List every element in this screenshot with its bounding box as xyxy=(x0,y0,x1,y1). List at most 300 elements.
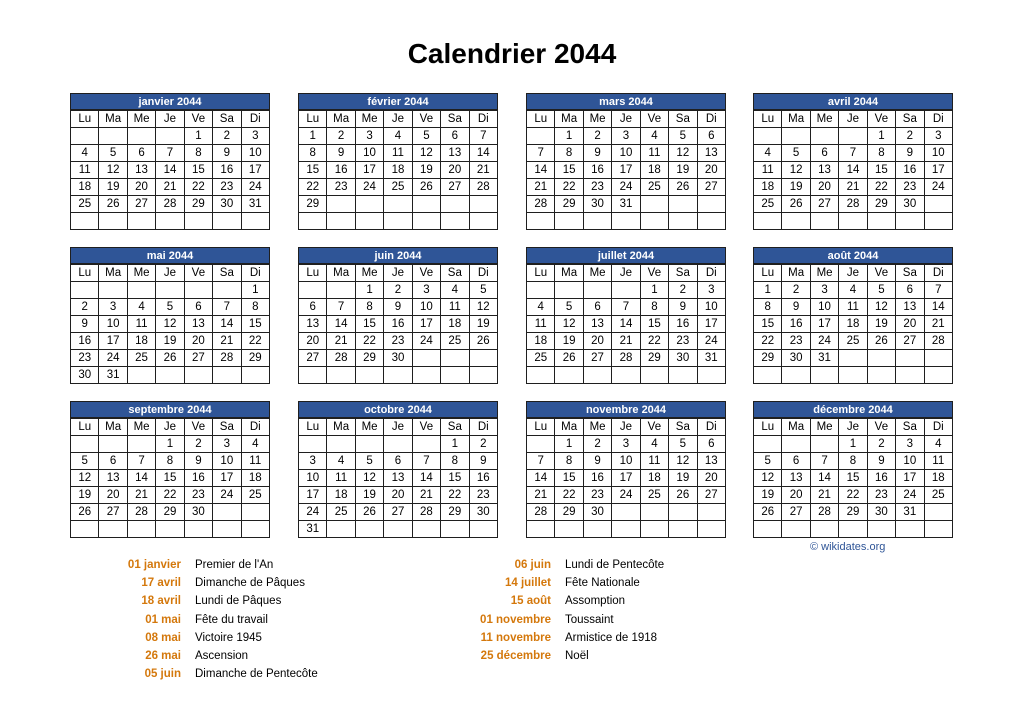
day-cell xyxy=(412,436,440,453)
day-cell: 27 xyxy=(127,196,155,213)
day-cell: 12 xyxy=(99,162,127,179)
day-cell: 23 xyxy=(384,333,412,350)
day-cell: 9 xyxy=(782,299,810,316)
day-cell: 11 xyxy=(327,470,355,487)
week-row xyxy=(299,333,498,350)
day-cell: 11 xyxy=(924,453,952,470)
day-cell: 19 xyxy=(867,316,895,333)
week-row xyxy=(71,316,270,333)
day-cell: 27 xyxy=(697,487,725,504)
weekday-cell: Sa xyxy=(441,265,469,282)
holiday-date: 11 novembre xyxy=(480,631,551,644)
day-cell xyxy=(810,436,838,453)
day-cell xyxy=(782,367,810,384)
week-row xyxy=(527,316,726,333)
day-cell: 19 xyxy=(669,162,697,179)
day-cell xyxy=(640,504,668,521)
day-cell: 11 xyxy=(384,145,412,162)
day-cell xyxy=(612,521,640,538)
day-cell xyxy=(299,436,327,453)
weekday-cell: Je xyxy=(156,111,184,128)
week-row xyxy=(527,470,726,487)
month-table xyxy=(753,110,953,230)
day-cell: 16 xyxy=(583,470,611,487)
holiday-date: 06 juin xyxy=(514,559,551,571)
week-row xyxy=(71,145,270,162)
day-cell xyxy=(184,213,212,230)
day-cell: 17 xyxy=(99,333,127,350)
day-cell: 11 xyxy=(71,162,99,179)
day-cell: 20 xyxy=(441,162,469,179)
week-row xyxy=(754,299,953,316)
weekday-cell: Sa xyxy=(669,419,697,436)
day-cell xyxy=(896,350,924,367)
day-cell xyxy=(839,350,867,367)
day-cell: 29 xyxy=(441,504,469,521)
day-cell xyxy=(669,367,697,384)
day-cell: 24 xyxy=(896,487,924,504)
weekday-cell: Sa xyxy=(213,111,241,128)
day-cell: 22 xyxy=(867,179,895,196)
holiday-row xyxy=(440,574,664,592)
day-cell: 29 xyxy=(241,350,269,367)
day-cell: 8 xyxy=(441,453,469,470)
weekday-cell: Ve xyxy=(867,419,895,436)
day-cell xyxy=(241,504,269,521)
weekday-cell: Sa xyxy=(896,419,924,436)
day-cell xyxy=(156,282,184,299)
day-cell: 7 xyxy=(412,453,440,470)
day-cell: 20 xyxy=(299,333,327,350)
day-cell: 6 xyxy=(127,145,155,162)
day-cell: 29 xyxy=(754,350,782,367)
week-row xyxy=(754,162,953,179)
day-cell: 22 xyxy=(555,487,583,504)
day-cell: 23 xyxy=(782,333,810,350)
day-cell: 26 xyxy=(555,350,583,367)
weekday-row xyxy=(754,419,953,436)
day-cell: 17 xyxy=(213,470,241,487)
week-row xyxy=(754,350,953,367)
day-cell: 28 xyxy=(612,350,640,367)
weekday-cell: Lu xyxy=(71,419,99,436)
day-cell: 14 xyxy=(839,162,867,179)
weekday-row xyxy=(71,419,270,436)
day-cell: 27 xyxy=(810,196,838,213)
day-cell: 31 xyxy=(99,367,127,384)
day-cell: 29 xyxy=(156,504,184,521)
day-cell: 17 xyxy=(612,162,640,179)
day-cell: 9 xyxy=(583,145,611,162)
day-cell: 21 xyxy=(527,179,555,196)
day-cell: 30 xyxy=(71,367,99,384)
day-cell: 3 xyxy=(697,282,725,299)
weekday-cell: Ve xyxy=(867,265,895,282)
week-row xyxy=(754,487,953,504)
day-cell xyxy=(127,128,155,145)
day-cell: 3 xyxy=(810,282,838,299)
day-cell: 14 xyxy=(127,470,155,487)
weekday-cell: Ma xyxy=(782,265,810,282)
weekday-row xyxy=(527,111,726,128)
day-cell: 13 xyxy=(299,316,327,333)
day-cell xyxy=(441,196,469,213)
day-cell: 8 xyxy=(640,299,668,316)
day-cell: 21 xyxy=(527,487,555,504)
weekday-cell: Di xyxy=(924,419,952,436)
day-cell xyxy=(469,196,497,213)
week-row xyxy=(527,213,726,230)
day-cell: 16 xyxy=(896,162,924,179)
day-cell xyxy=(156,521,184,538)
day-cell: 24 xyxy=(412,333,440,350)
day-cell: 18 xyxy=(754,179,782,196)
day-cell: 16 xyxy=(71,333,99,350)
day-cell: 30 xyxy=(867,504,895,521)
day-cell: 17 xyxy=(412,316,440,333)
day-cell xyxy=(327,213,355,230)
weekday-cell: Me xyxy=(127,265,155,282)
day-cell: 7 xyxy=(469,128,497,145)
day-cell: 1 xyxy=(555,436,583,453)
day-cell: 15 xyxy=(355,316,383,333)
week-row xyxy=(299,521,498,538)
day-cell: 14 xyxy=(810,470,838,487)
holiday-date: 01 novembre xyxy=(480,613,551,626)
weekday-cell: Sa xyxy=(441,419,469,436)
day-cell: 25 xyxy=(441,333,469,350)
weekday-cell: Di xyxy=(241,265,269,282)
week-row xyxy=(527,196,726,213)
month-block xyxy=(70,93,270,230)
day-cell xyxy=(299,367,327,384)
day-cell: 8 xyxy=(156,453,184,470)
day-cell xyxy=(839,367,867,384)
month-header: juin 2044 xyxy=(298,247,498,264)
day-cell xyxy=(355,196,383,213)
day-cell xyxy=(184,521,212,538)
day-cell: 8 xyxy=(839,453,867,470)
day-cell xyxy=(867,350,895,367)
holidays-left xyxy=(70,556,318,683)
day-cell xyxy=(583,521,611,538)
day-cell: 24 xyxy=(355,179,383,196)
day-cell: 2 xyxy=(384,282,412,299)
holiday-date: 05 juin xyxy=(144,668,181,681)
day-cell xyxy=(867,213,895,230)
weekday-cell: Me xyxy=(355,419,383,436)
week-row xyxy=(71,213,270,230)
holiday-date: 18 avril xyxy=(141,595,181,608)
weekday-row xyxy=(299,419,498,436)
day-cell: 13 xyxy=(127,162,155,179)
day-cell xyxy=(127,213,155,230)
month-block xyxy=(753,247,953,384)
day-cell: 7 xyxy=(810,453,838,470)
day-cell: 20 xyxy=(782,487,810,504)
day-cell xyxy=(355,367,383,384)
day-cell: 28 xyxy=(527,504,555,521)
day-cell xyxy=(299,213,327,230)
weekday-cell: Lu xyxy=(299,265,327,282)
day-cell: 1 xyxy=(839,436,867,453)
day-cell xyxy=(640,213,668,230)
week-row xyxy=(299,282,498,299)
day-cell xyxy=(213,504,241,521)
day-cell: 17 xyxy=(924,162,952,179)
day-cell xyxy=(612,213,640,230)
day-cell: 25 xyxy=(71,196,99,213)
month-header: octobre 2044 xyxy=(298,401,498,418)
day-cell xyxy=(839,521,867,538)
day-cell xyxy=(441,213,469,230)
day-cell: 5 xyxy=(412,128,440,145)
week-row xyxy=(71,521,270,538)
day-cell: 16 xyxy=(213,162,241,179)
day-cell: 10 xyxy=(924,145,952,162)
day-cell: 2 xyxy=(71,299,99,316)
weekday-cell: Di xyxy=(469,111,497,128)
day-cell: 15 xyxy=(867,162,895,179)
day-cell xyxy=(583,367,611,384)
day-cell: 19 xyxy=(469,316,497,333)
holiday-date: 01 mai xyxy=(145,613,181,626)
week-row xyxy=(299,453,498,470)
day-cell xyxy=(441,350,469,367)
weekday-cell: Di xyxy=(469,419,497,436)
weekday-cell: Je xyxy=(612,265,640,282)
day-cell xyxy=(241,367,269,384)
day-cell xyxy=(469,350,497,367)
day-cell xyxy=(184,367,212,384)
day-cell: 16 xyxy=(469,470,497,487)
day-cell: 21 xyxy=(127,487,155,504)
day-cell: 20 xyxy=(384,487,412,504)
day-cell: 19 xyxy=(71,487,99,504)
day-cell: 2 xyxy=(867,436,895,453)
day-cell: 24 xyxy=(924,179,952,196)
day-cell xyxy=(71,521,99,538)
month-table xyxy=(526,264,726,384)
weekday-cell: Ma xyxy=(327,419,355,436)
weekday-cell: Ve xyxy=(412,265,440,282)
day-cell xyxy=(527,213,555,230)
week-row xyxy=(71,196,270,213)
day-cell xyxy=(127,521,155,538)
day-cell xyxy=(355,436,383,453)
day-cell xyxy=(754,213,782,230)
day-cell: 30 xyxy=(583,196,611,213)
weekday-cell: Ve xyxy=(640,265,668,282)
day-cell: 26 xyxy=(867,333,895,350)
weekday-cell: Je xyxy=(839,111,867,128)
day-cell xyxy=(469,213,497,230)
day-cell xyxy=(924,504,952,521)
day-cell: 15 xyxy=(241,316,269,333)
weekday-cell: Ve xyxy=(640,111,668,128)
day-cell: 5 xyxy=(669,436,697,453)
day-cell xyxy=(327,436,355,453)
holiday-row xyxy=(70,574,318,592)
month-header: septembre 2044 xyxy=(70,401,270,418)
day-cell xyxy=(127,436,155,453)
day-cell xyxy=(527,521,555,538)
holiday-row xyxy=(440,592,664,610)
day-cell: 18 xyxy=(241,470,269,487)
day-cell: 10 xyxy=(99,316,127,333)
holiday-row xyxy=(70,556,318,574)
month-table xyxy=(298,110,498,230)
holiday-name: Lundi de Pâques xyxy=(195,595,282,608)
week-row xyxy=(754,521,953,538)
month-header: avril 2044 xyxy=(753,93,953,110)
day-cell xyxy=(867,521,895,538)
week-row xyxy=(71,367,270,384)
day-cell xyxy=(810,521,838,538)
day-cell xyxy=(697,504,725,521)
holiday-date: 08 mai xyxy=(145,631,181,644)
day-cell: 14 xyxy=(156,162,184,179)
day-cell xyxy=(441,367,469,384)
day-cell xyxy=(754,436,782,453)
day-cell: 10 xyxy=(697,299,725,316)
day-cell: 12 xyxy=(355,470,383,487)
day-cell: 24 xyxy=(697,333,725,350)
day-cell: 6 xyxy=(810,145,838,162)
day-cell: 3 xyxy=(299,453,327,470)
day-cell: 17 xyxy=(896,470,924,487)
day-cell: 11 xyxy=(839,299,867,316)
weekday-row xyxy=(299,111,498,128)
day-cell: 12 xyxy=(669,145,697,162)
day-cell xyxy=(327,196,355,213)
week-row xyxy=(754,436,953,453)
day-cell: 5 xyxy=(867,282,895,299)
day-cell: 4 xyxy=(127,299,155,316)
day-cell: 27 xyxy=(384,504,412,521)
day-cell: 20 xyxy=(583,333,611,350)
day-cell: 28 xyxy=(327,350,355,367)
holiday-date: 17 avril xyxy=(141,577,181,590)
day-cell: 20 xyxy=(99,487,127,504)
week-row xyxy=(527,299,726,316)
day-cell: 23 xyxy=(327,179,355,196)
week-row xyxy=(527,333,726,350)
day-cell: 27 xyxy=(697,179,725,196)
week-row xyxy=(299,487,498,504)
day-cell xyxy=(924,367,952,384)
day-cell: 17 xyxy=(241,162,269,179)
month-table xyxy=(753,418,953,538)
day-cell: 13 xyxy=(184,316,212,333)
day-cell: 25 xyxy=(924,487,952,504)
day-cell xyxy=(896,367,924,384)
day-cell: 14 xyxy=(213,316,241,333)
holiday-name: Victoire 1945 xyxy=(195,631,262,644)
day-cell xyxy=(441,521,469,538)
day-cell xyxy=(669,196,697,213)
day-cell: 19 xyxy=(669,470,697,487)
month-block xyxy=(70,247,270,384)
weekday-cell: Sa xyxy=(669,265,697,282)
day-cell: 23 xyxy=(583,487,611,504)
week-row xyxy=(71,179,270,196)
day-cell: 31 xyxy=(612,196,640,213)
day-cell: 18 xyxy=(327,487,355,504)
day-cell: 23 xyxy=(896,179,924,196)
day-cell xyxy=(327,521,355,538)
day-cell: 8 xyxy=(184,145,212,162)
day-cell: 17 xyxy=(299,487,327,504)
day-cell xyxy=(384,213,412,230)
day-cell xyxy=(839,128,867,145)
day-cell: 19 xyxy=(412,162,440,179)
holidays-right xyxy=(440,556,664,665)
day-cell: 25 xyxy=(640,179,668,196)
day-cell: 18 xyxy=(640,162,668,179)
holiday-name: Toussaint xyxy=(565,613,614,626)
day-cell xyxy=(327,367,355,384)
week-row xyxy=(754,453,953,470)
day-cell: 9 xyxy=(669,299,697,316)
day-cell xyxy=(839,213,867,230)
day-cell: 2 xyxy=(583,436,611,453)
credit-link[interactable]: © wikidates.org xyxy=(810,541,886,553)
day-cell: 26 xyxy=(469,333,497,350)
day-cell: 2 xyxy=(669,282,697,299)
weekday-cell: Ma xyxy=(327,265,355,282)
day-cell xyxy=(127,282,155,299)
day-cell xyxy=(924,521,952,538)
day-cell: 13 xyxy=(896,299,924,316)
day-cell: 29 xyxy=(355,350,383,367)
week-row xyxy=(299,436,498,453)
day-cell: 2 xyxy=(583,128,611,145)
week-row xyxy=(527,487,726,504)
day-cell: 14 xyxy=(327,316,355,333)
day-cell: 30 xyxy=(782,350,810,367)
day-cell: 21 xyxy=(156,179,184,196)
day-cell: 20 xyxy=(896,316,924,333)
page-title: Calendrier 2044 xyxy=(407,38,617,69)
week-row xyxy=(754,316,953,333)
weekday-cell: Ve xyxy=(184,265,212,282)
week-row xyxy=(754,128,953,145)
day-cell: 31 xyxy=(810,350,838,367)
day-cell: 12 xyxy=(469,299,497,316)
day-cell: 30 xyxy=(184,504,212,521)
day-cell: 23 xyxy=(469,487,497,504)
day-cell: 28 xyxy=(839,196,867,213)
holiday-name: Fête du travail xyxy=(195,613,268,626)
day-cell: 10 xyxy=(355,145,383,162)
weekday-cell: Me xyxy=(355,111,383,128)
week-row xyxy=(527,504,726,521)
day-cell: 8 xyxy=(555,145,583,162)
day-cell: 5 xyxy=(469,282,497,299)
day-cell: 22 xyxy=(754,333,782,350)
day-cell: 25 xyxy=(327,504,355,521)
day-cell: 21 xyxy=(839,179,867,196)
week-row xyxy=(754,196,953,213)
month-block xyxy=(526,401,726,538)
week-row xyxy=(71,487,270,504)
week-row xyxy=(754,333,953,350)
day-cell: 5 xyxy=(71,453,99,470)
month-header: mars 2044 xyxy=(526,93,726,110)
day-cell xyxy=(355,521,383,538)
day-cell: 13 xyxy=(697,453,725,470)
